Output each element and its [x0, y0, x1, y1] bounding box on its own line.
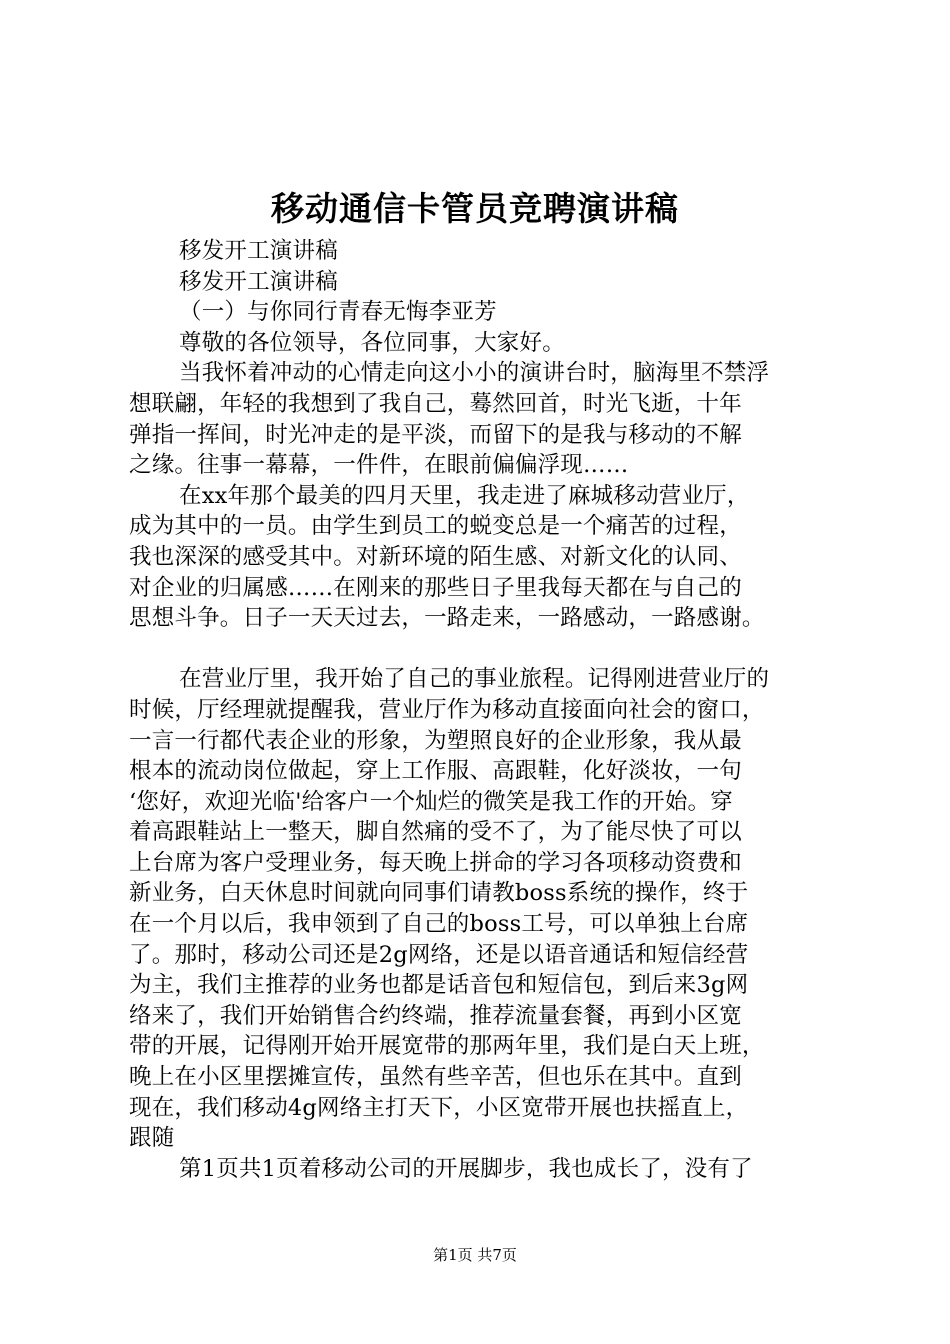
- text-line: 成为其中的一员。由学生到员工的蜕变总是一个痛苦的过程，: [129, 513, 742, 540]
- text-line: ‘您好，欢迎光临'给客户一个灿烂的微笑是我工作的开始。穿: [129, 788, 733, 815]
- text-line: 现在，我们移动4g网络主打天下，小区宽带开展也扶摇直上，: [129, 1094, 749, 1121]
- text-line: 带的开展，记得刚开始开展宽带的那两年里，我们是白天上班，: [129, 1033, 765, 1060]
- text-line: 在xx年那个最美的四月天里，我走进了麻城移动营业厅，: [179, 482, 750, 509]
- text-line: 晚上在小区里摆摊宣传，虽然有些辛苦，但也乐在其中。直到: [129, 1064, 742, 1091]
- document-body: [129, 236, 849, 1184]
- text-line: 为主，我们主推荐的业务也都是话音包和短信包，到后来3g网: [129, 972, 749, 999]
- text-line: 上台席为客户受理业务，每天晚上拼命的学习各项移动资费和: [129, 849, 742, 876]
- text-line: 时候，厅经理就提醒我，营业厅作为移动直接面向社会的窗口，: [129, 696, 765, 723]
- text-line: 在营业厅里，我开始了自己的事业旅程。记得刚进营业厅的: [179, 666, 770, 693]
- text-line: 第1页共1页着移动公司的开展脚步，我也成长了，没有了: [179, 1155, 753, 1182]
- text-line: 我也深深的感受其中。对新环境的陌生感、对新文化的认同、: [129, 543, 742, 570]
- text-line: 根本的流动岗位做起，穿上工作服、高跟鞋，化好淡妆，一句: [129, 758, 742, 785]
- text-line: 弹指一挥间，时光冲走的是平淡，而留下的是我与移动的不解: [129, 421, 742, 448]
- text-line: 尊敬的各位领导，各位同事，大家好。: [179, 329, 565, 356]
- text-line: 移发开工演讲稿: [179, 268, 338, 295]
- text-line: 思想斗争。日子一天天过去，一路走来，一路感动，一路感谢。: [129, 605, 765, 632]
- page-footer: 第1页 共7页: [433, 1246, 517, 1264]
- text-line: 络来了，我们开始销售合约终端，推荐流量套餐，再到小区宽: [129, 1002, 742, 1029]
- text-line: 跟随: [129, 1125, 175, 1152]
- text-line: 对企业的归属感……在刚来的那些日子里我每天都在与自己的: [129, 574, 742, 601]
- text-line: 移发开工演讲稿: [179, 238, 338, 264]
- text-line: 了。那时，移动公司还是2g网络，还是以语音通话和短信经营: [129, 941, 749, 968]
- text-line: 想联翩，年轻的我想到了我自己，蓦然回首，时光飞逝，十年: [129, 390, 742, 417]
- text-line: 在一个月以后，我申领到了自己的boss工号，可以单独上台席: [129, 911, 749, 938]
- text-line: 着高跟鞋站上一整天，脚自然痛的受不了，为了能尽快了可以: [129, 819, 742, 846]
- text-line: （一）与你同行青春无悔李亚芳: [179, 299, 497, 326]
- text-line: 新业务，白天休息时间就向同事们请教boss系统的操作，终于: [129, 880, 749, 907]
- text-line: 一言一行都代表企业的形象，为塑照良好的企业形象，我从最: [129, 727, 742, 754]
- text-line: 之缘。往事一幕幕，一件件，在眼前偏偏浮现……: [129, 452, 629, 479]
- blank-line: [129, 634, 849, 665]
- text-line: 当我怀着冲动的心情走向这小小的演讲台时，脑海里不禁浮: [179, 360, 770, 387]
- document-title: 移动通信卡管员竞聘演讲稿: [271, 189, 679, 228]
